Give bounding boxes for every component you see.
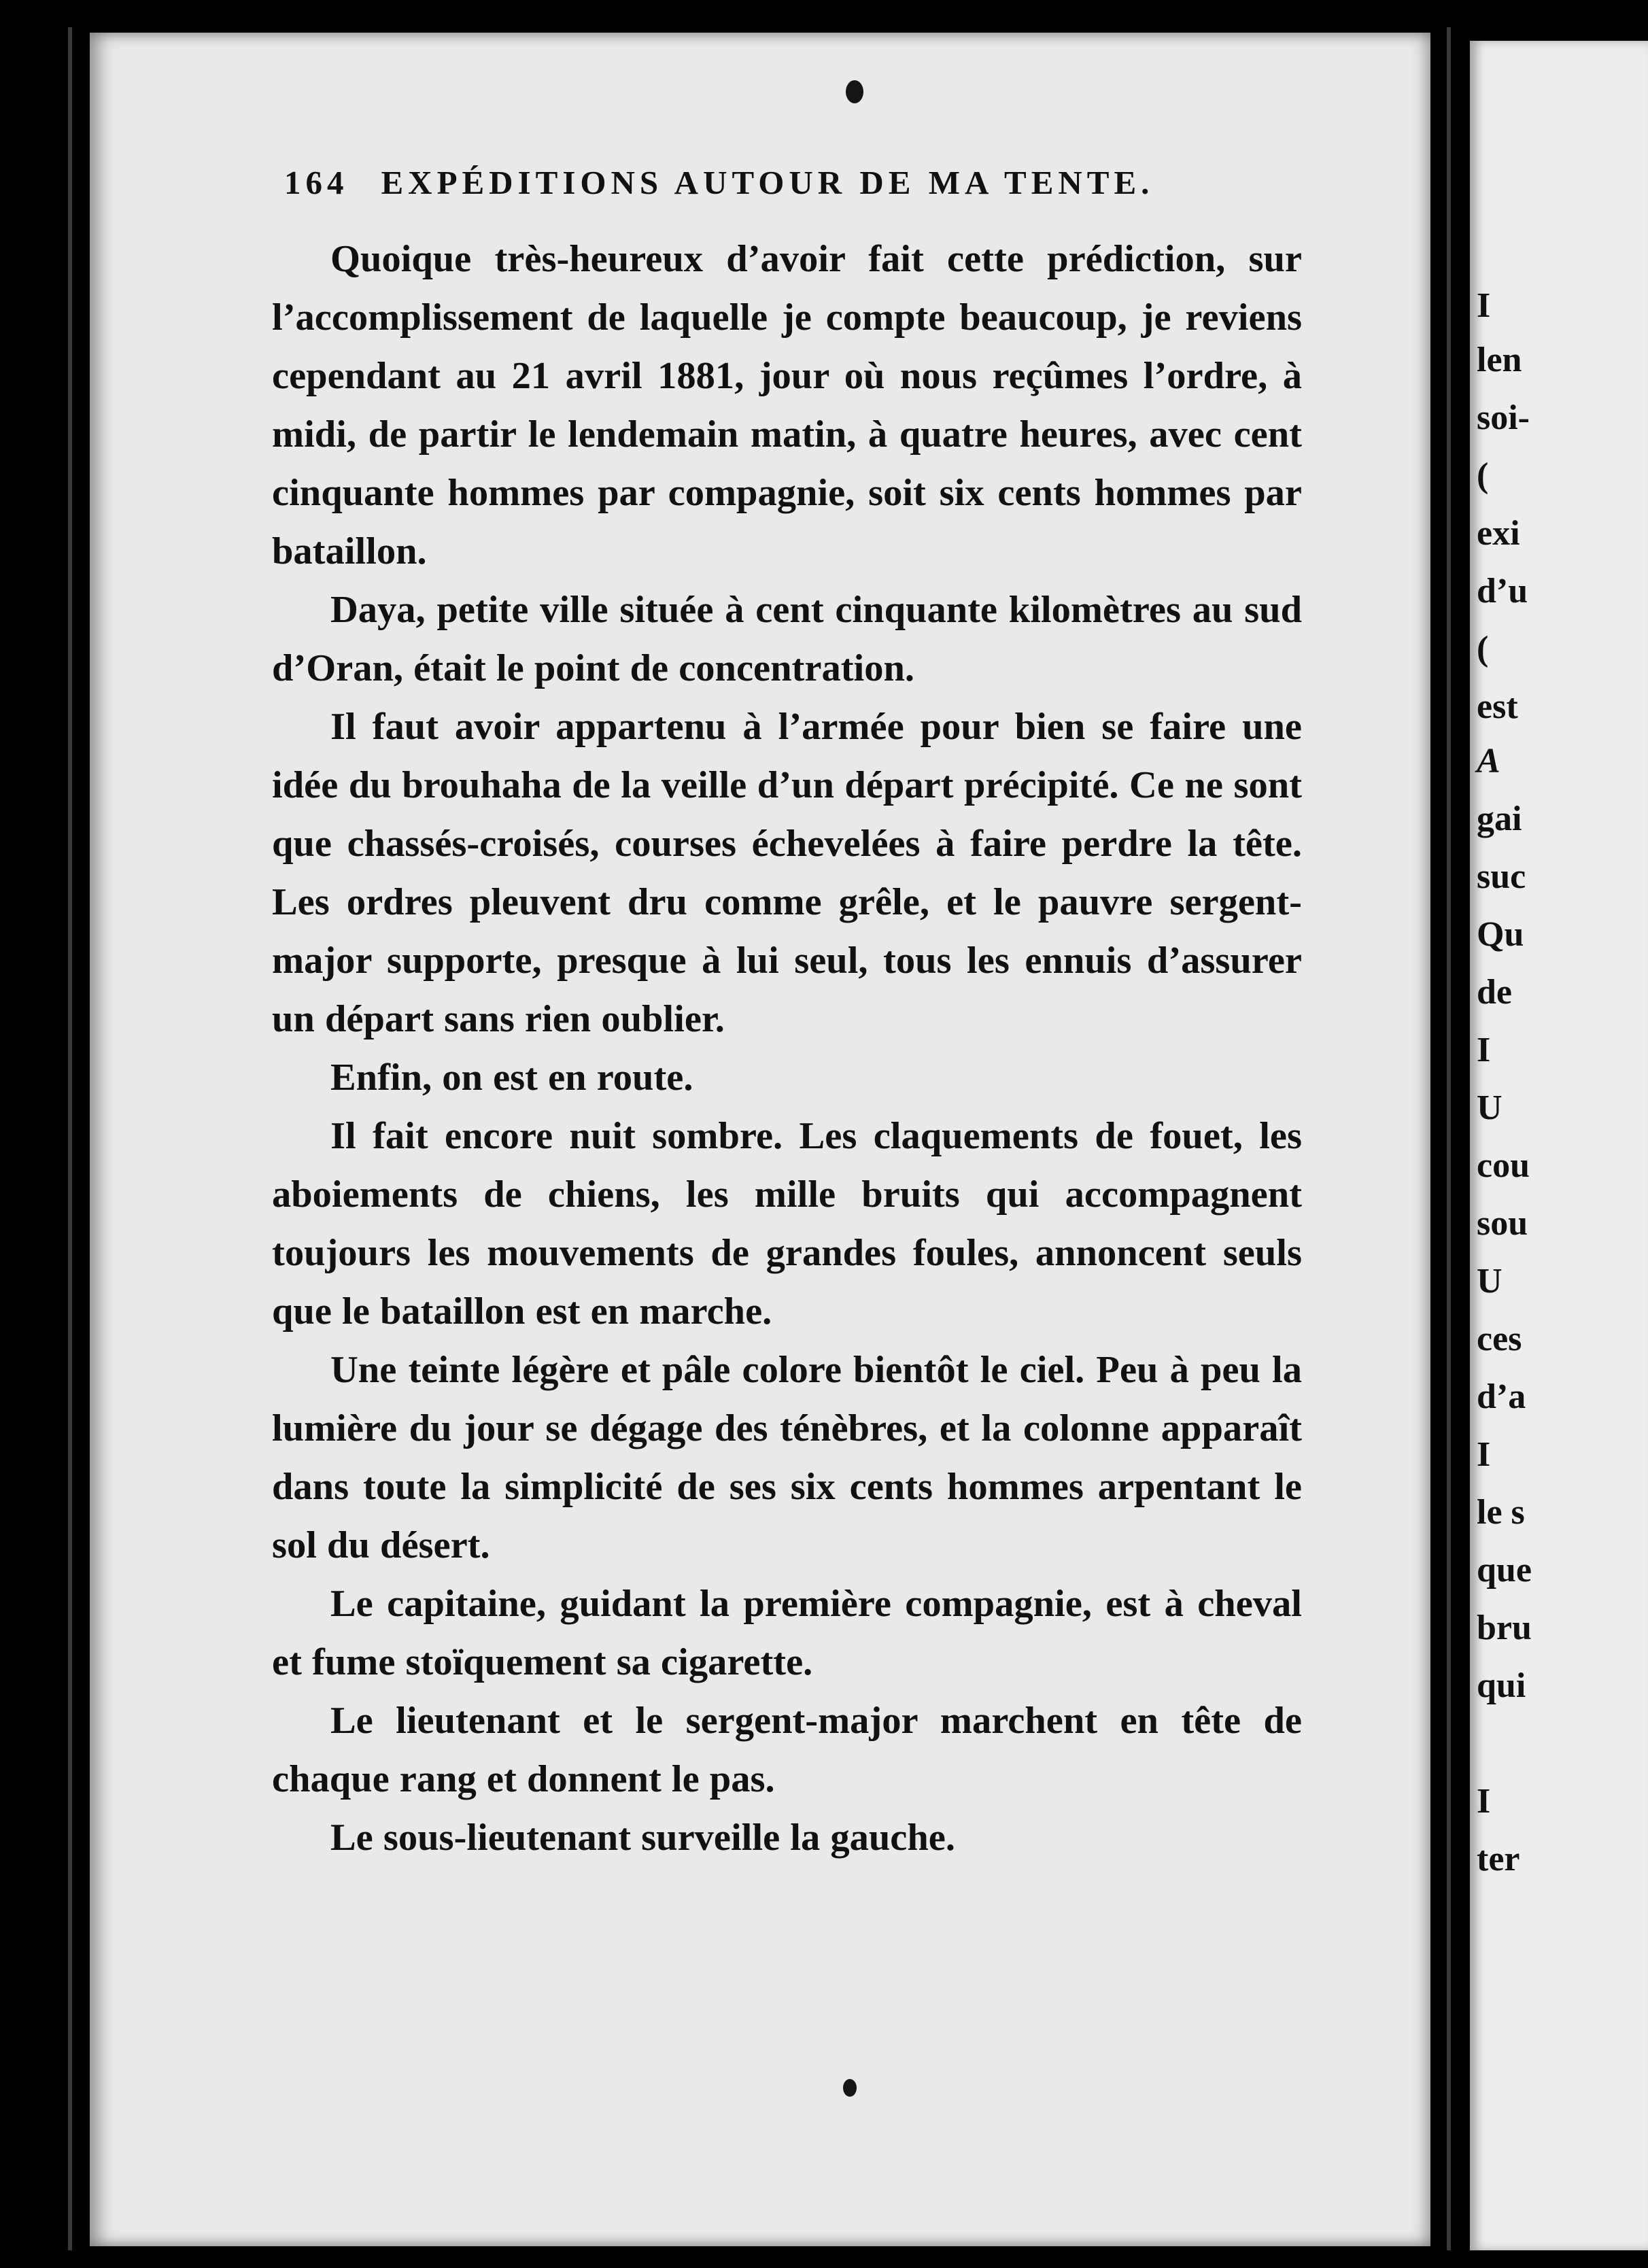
facing-line-fragment: ter bbox=[1477, 1840, 1520, 1878]
facing-line-fragment: U bbox=[1477, 1088, 1503, 1127]
facing-line-fragment: len bbox=[1477, 341, 1522, 379]
facing-line-fragment: ( bbox=[1477, 630, 1489, 668]
facing-line-fragment: A bbox=[1477, 742, 1500, 780]
facing-line-fragment: suc bbox=[1477, 857, 1526, 896]
paragraph: Daya, petite ville située à cent cinquante kilomètres au sud d’Oran, était le point de concentration. bbox=[272, 589, 1302, 689]
facing-line-fragment: d’u bbox=[1477, 572, 1528, 611]
facing-line-fragment: I bbox=[1477, 1435, 1491, 1474]
facing-line-fragment: de bbox=[1477, 973, 1512, 1012]
center-gutter bbox=[1447, 27, 1451, 2250]
facing-line-fragment: que bbox=[1477, 1551, 1532, 1590]
body-text bbox=[272, 230, 1302, 1867]
facing-line-fragment: le s bbox=[1477, 1493, 1525, 1532]
facing-line-fragment: exi bbox=[1477, 514, 1520, 553]
facing-line-fragment: ces bbox=[1477, 1320, 1522, 1358]
running-head-title: EXPÉDITIONS AUTOUR DE MA TENTE. bbox=[381, 164, 1154, 201]
facing-line-fragment: gai bbox=[1477, 800, 1522, 838]
paragraph: Quoique très-heureux d’avoir fait cette prédiction, sur l’accomplissement de laquelle je compte beaucoup, je reviens cependant au 21 avril 1881, jour où nous reçûmes l’ordre, à midi, de partir le lendemain matin, à quatre heures, avec cent cinquante hommes par compagnie, soit six cents hommes par bataillon. bbox=[272, 238, 1302, 572]
page-number: 164 bbox=[284, 164, 349, 201]
paragraph: Il fait encore nuit sombre. Les claquements de fouet, les aboiements de chiens, les mille bruits qui accompagnent toujours les mouvements de grandes foules, annoncent seuls que le bataillon est en marche. bbox=[272, 1115, 1302, 1333]
facing-line-fragment: I bbox=[1477, 286, 1491, 325]
facing-line-fragment: cou bbox=[1477, 1146, 1530, 1185]
ink-speck bbox=[843, 2079, 857, 2097]
facing-line-fragment: qui bbox=[1477, 1666, 1526, 1705]
paragraph: Enfin, on est en route. bbox=[330, 1056, 693, 1099]
facing-line-fragment: ( bbox=[1477, 456, 1489, 495]
paragraph: Il faut avoir appartenu à l’armée pour bien se faire une idée du brouhaha de la veille d’un départ précipité. Ce ne sont que chassés-croisés, courses échevelées à faire perdre la tête. Les ordres pleuvent dru comme grêle, et le pauvre sergent-major supporte, presque à lui seul, tous les ennuis d’assurer un départ sans rien oublier. bbox=[272, 706, 1302, 1040]
facing-line-fragment: est bbox=[1477, 687, 1518, 726]
facing-line-fragment: d’a bbox=[1477, 1377, 1526, 1416]
paragraph: Le lieutenant et le sergent-major marchent en tête de chaque rang et donnent le pas. bbox=[272, 1700, 1302, 1800]
facing-line-fragment: U bbox=[1477, 1262, 1503, 1301]
left-binding-edge bbox=[68, 27, 72, 2250]
paragraph: Le sous-lieutenant surveille la gauche. bbox=[330, 1817, 955, 1859]
facing-line-fragment: Qu bbox=[1477, 915, 1524, 954]
facing-line-fragment: I bbox=[1477, 1031, 1491, 1069]
paragraph: Le capitaine, guidant la première compagnie, est à cheval et fume stoïquement sa cigarette. bbox=[272, 1583, 1302, 1683]
right-page bbox=[1470, 41, 1648, 2250]
facing-line-fragment: bru bbox=[1477, 1609, 1532, 1647]
paragraph: Une teinte légère et pâle colore bientôt le ciel. Peu à peu la lumière du jour se dégage des ténèbres, et la colonne apparaît dans toute la simplicité de ses six cents hommes arpentant le sol du désert. bbox=[272, 1349, 1302, 1566]
running-head bbox=[284, 163, 1182, 211]
printer-mark bbox=[846, 80, 863, 103]
facing-line-fragment: soi- bbox=[1477, 398, 1530, 437]
facing-line-fragment: sou bbox=[1477, 1204, 1528, 1243]
facing-line-fragment: I bbox=[1477, 1782, 1491, 1821]
